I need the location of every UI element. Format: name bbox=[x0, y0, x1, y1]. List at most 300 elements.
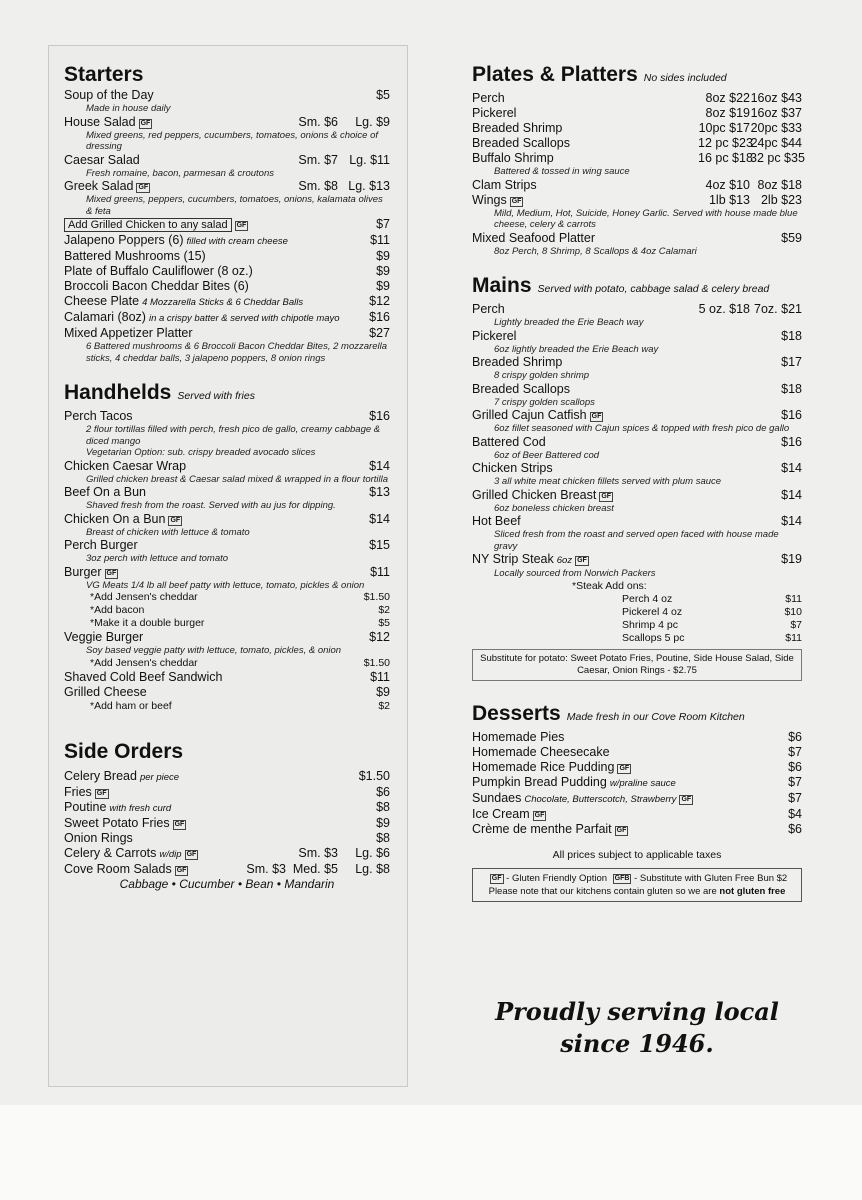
gluten-legend bbox=[472, 868, 802, 902]
item-name-wrap bbox=[472, 775, 742, 791]
item-description: 2 flour tortillas filled with perch, fresh pico de gallo, creamy cabbage & diced mango bbox=[86, 424, 381, 447]
item-description: 6oz fillet seasoned with Cajun spices & topped with fresh pico de gallo bbox=[494, 423, 790, 434]
gf-icon: GF bbox=[170, 516, 181, 524]
item-price: $9 bbox=[376, 264, 390, 278]
starters-title: Starters bbox=[64, 63, 144, 86]
item-name-wrap bbox=[472, 136, 698, 151]
item-name: Plate of Buffalo Cauliflower (8 oz.) bbox=[64, 264, 253, 278]
item-name-wrap bbox=[64, 264, 330, 279]
item-name-wrap bbox=[472, 231, 742, 246]
menu-item bbox=[64, 816, 390, 831]
price-size-1: 8oz $19 bbox=[705, 106, 750, 120]
menu-item bbox=[64, 785, 390, 800]
steak-addon-price: $7 bbox=[790, 618, 802, 631]
menu-item bbox=[472, 106, 802, 121]
steak-addon-row bbox=[472, 606, 802, 619]
item-name-wrap bbox=[64, 800, 330, 816]
price-size-1: Sm. $3 bbox=[298, 845, 338, 860]
menu-item bbox=[64, 310, 390, 326]
item-name-wrap bbox=[472, 382, 742, 397]
price-size-2: Lg. $13 bbox=[348, 179, 390, 193]
gf-icon: GF bbox=[591, 413, 602, 420]
price-size-1: 12 pc $23 bbox=[698, 136, 753, 150]
item-price: $11 bbox=[370, 233, 390, 247]
item-description: 8 crispy golden shrimp bbox=[494, 370, 590, 381]
menu-item bbox=[64, 264, 390, 279]
price-size-2: Lg. $8 bbox=[355, 861, 390, 876]
menu-item bbox=[64, 153, 390, 168]
item-name: Jalapeno Poppers (6) bbox=[64, 233, 184, 247]
item-name-wrap bbox=[472, 435, 742, 450]
starters-list bbox=[64, 88, 390, 364]
gf-icon: GF bbox=[106, 569, 117, 577]
item-name: Celery Bread bbox=[64, 768, 137, 783]
price-size-1: Med. $5 bbox=[292, 861, 338, 876]
menu-item bbox=[472, 178, 802, 193]
item-name-wrap bbox=[472, 151, 698, 166]
menu-item bbox=[64, 326, 390, 341]
item-price: $27 bbox=[369, 326, 390, 340]
menu-item bbox=[64, 831, 390, 846]
menu-item bbox=[472, 193, 802, 208]
item-name: Calamari (8oz) bbox=[64, 310, 146, 324]
mains-title-text: Mains bbox=[472, 274, 532, 297]
menu-item bbox=[472, 302, 802, 317]
item-price: $8 bbox=[376, 799, 390, 814]
price-size-1: 10pc $17 bbox=[698, 121, 750, 135]
item-inline-note: w/praline sauce bbox=[609, 777, 676, 789]
item-price: $9 bbox=[376, 279, 390, 293]
item-name: Breaded Scallops bbox=[472, 381, 570, 396]
gf-legend-text: - Gluten Friendly Option bbox=[506, 872, 608, 884]
item-name: Grilled Cajun Catfish bbox=[472, 408, 587, 422]
gf-icon: GF bbox=[681, 795, 692, 803]
menu-item bbox=[472, 760, 802, 775]
menu-item bbox=[64, 233, 390, 249]
gf-icon: GF bbox=[619, 764, 630, 772]
addon-name: *Add Jensen's cheddar bbox=[90, 656, 198, 669]
item-name-wrap bbox=[472, 791, 742, 807]
menu-item bbox=[64, 179, 390, 194]
item-name-wrap bbox=[64, 512, 330, 527]
item-price: $17 bbox=[781, 355, 802, 369]
addon-row bbox=[64, 604, 390, 617]
item-name: Caesar Salad bbox=[64, 152, 140, 167]
item-name-wrap bbox=[64, 153, 286, 168]
item-name: Battered Mushrooms (15) bbox=[64, 249, 206, 263]
item-description: Grilled chicken breast & Caesar salad mixed & wrapped in a flour tortilla bbox=[86, 473, 389, 485]
addon-row bbox=[64, 591, 390, 604]
steak-addon-name: Perch 4 oz bbox=[622, 592, 673, 605]
steak-addon-price: $10 bbox=[784, 605, 802, 618]
menu-item bbox=[472, 435, 802, 450]
item-inline-note: with fresh curd bbox=[109, 802, 172, 814]
item-name: Wings bbox=[472, 192, 507, 207]
price-size-2: 20pc $33 bbox=[750, 121, 802, 135]
item-name-wrap bbox=[472, 552, 742, 568]
item-description: Sliced fresh from the roast and served open faced with house made gravy bbox=[494, 529, 779, 552]
item-name-wrap bbox=[472, 745, 742, 760]
item-price: $11 bbox=[370, 564, 390, 579]
item-name-wrap bbox=[64, 769, 330, 785]
item-description: 8oz Perch, 8 Shrimp, 8 Scallops & 4oz Calamari bbox=[494, 245, 697, 257]
item-name: Pickerel bbox=[472, 106, 517, 120]
gluten-legend-line2 bbox=[479, 885, 795, 898]
item-price: $59 bbox=[781, 230, 802, 245]
menu-item bbox=[472, 329, 802, 344]
item-name-wrap bbox=[472, 178, 698, 193]
item-price: $18 bbox=[781, 328, 802, 343]
price-size-1: 1lb $13 bbox=[708, 192, 750, 207]
item-name: Mixed Appetizer Platter bbox=[64, 326, 193, 340]
menu-item bbox=[472, 822, 802, 837]
steak-addon-price: $11 bbox=[785, 592, 802, 605]
item-price: $16 bbox=[369, 310, 390, 324]
item-description-2: Vegetarian Option: sub. crispy breaded avocado slices bbox=[86, 447, 316, 458]
item-description: VG Meats 1/4 lb all beef patty with lettuce, tomato, pickles & onion bbox=[86, 579, 365, 591]
item-name: Grilled Cheese bbox=[64, 684, 147, 699]
item-name: Perch bbox=[472, 302, 505, 316]
item-name: Add Grilled Chicken to any salad bbox=[64, 218, 232, 232]
item-name: Cove Room Salads bbox=[64, 861, 172, 876]
addon-name: *Make it a double burger bbox=[90, 617, 205, 629]
gluten-legend-line1 bbox=[479, 872, 795, 885]
item-name-wrap bbox=[64, 816, 330, 831]
price-size-2: Lg. $9 bbox=[355, 114, 390, 129]
steak-addons-label: *Steak Add ons: bbox=[572, 579, 647, 592]
menu-item bbox=[472, 355, 802, 370]
gf-icon: GF bbox=[174, 820, 185, 828]
addon-price: $1.50 bbox=[363, 656, 390, 669]
desserts-title-text: Desserts bbox=[472, 701, 561, 725]
mains-note: Served with potato, cabbage salad & celery bread bbox=[537, 283, 770, 295]
handhelds-list bbox=[64, 409, 390, 713]
gf-icon: GF bbox=[236, 222, 247, 229]
menu-item bbox=[64, 485, 390, 500]
menu-item bbox=[64, 217, 390, 233]
item-name-wrap bbox=[64, 233, 330, 249]
item-description: Shaved fresh from the roast. Served with au jus for dipping. bbox=[86, 500, 336, 511]
plates-note: No sides included bbox=[643, 72, 727, 84]
item-description: 7 crispy golden scallops bbox=[494, 396, 595, 408]
gf-icon: GF bbox=[140, 119, 151, 127]
steak-addon-row bbox=[472, 619, 802, 632]
price-size-2: 8oz $18 bbox=[757, 177, 802, 192]
mains-list bbox=[472, 302, 802, 580]
tagline-line1: Proudly serving local bbox=[495, 997, 779, 1026]
item-name: Chicken On a Bun bbox=[64, 511, 166, 526]
item-description: 6oz of Beer Battered cod bbox=[494, 449, 600, 461]
item-name-wrap bbox=[64, 630, 330, 645]
price-small: Sm. $3 bbox=[246, 861, 286, 876]
menu-item bbox=[64, 670, 390, 685]
item-price: $5 bbox=[376, 88, 390, 102]
price-size-1: 5 oz. $18 bbox=[698, 302, 750, 316]
item-price: $8 bbox=[376, 830, 390, 845]
menu-item bbox=[472, 151, 805, 166]
item-price: $6 bbox=[788, 729, 802, 744]
gfb-legend-text: - Substitute with Gluten Free Bun $2 bbox=[634, 872, 788, 884]
item-name-wrap bbox=[472, 760, 742, 775]
item-name-wrap bbox=[64, 217, 330, 233]
sides-list bbox=[64, 769, 390, 877]
item-price: $12 bbox=[369, 630, 390, 644]
item-name: Clam Strips bbox=[472, 177, 537, 192]
price-size-1: Sm. $7 bbox=[298, 152, 338, 167]
menu-item bbox=[64, 769, 390, 785]
plates-title-text: Plates & Platters bbox=[472, 63, 638, 86]
item-price: $13 bbox=[369, 485, 390, 499]
item-name-wrap bbox=[64, 294, 330, 310]
item-name: Celery & Carrots bbox=[64, 845, 157, 860]
steak-addon-price: $11 bbox=[785, 631, 802, 644]
taxes-note: All prices subject to applicable taxes bbox=[552, 848, 722, 861]
item-price: $16 bbox=[369, 409, 390, 423]
sides-title: Side Orders bbox=[64, 739, 184, 763]
item-price: $6 bbox=[788, 821, 802, 836]
plates-title bbox=[472, 62, 802, 91]
menu-item bbox=[64, 279, 390, 294]
menu-item bbox=[472, 775, 802, 791]
item-name: Perch bbox=[472, 91, 505, 105]
item-name-wrap bbox=[64, 249, 330, 264]
price-size-1: 16 pc $18 bbox=[698, 151, 753, 165]
steak-addon-row bbox=[472, 593, 802, 606]
desserts-list bbox=[472, 730, 802, 837]
menu-item bbox=[64, 88, 390, 103]
steak-addon-name: Pickerel 4 oz bbox=[622, 605, 683, 618]
menu-item bbox=[64, 862, 390, 877]
item-name: Beef On a Bun bbox=[64, 485, 147, 499]
item-price: $16 bbox=[781, 434, 802, 449]
price-size-2: 24pc $44 bbox=[750, 136, 802, 150]
item-name: Shaved Cold Beef Sandwich bbox=[64, 669, 223, 684]
item-name: Buffalo Shrimp bbox=[472, 151, 554, 165]
gf-icon: GF bbox=[138, 184, 149, 191]
item-name-wrap bbox=[472, 329, 742, 344]
menu-item bbox=[472, 807, 802, 822]
item-name: Homemade Pies bbox=[472, 729, 565, 744]
item-inline-note: filled with cream cheese bbox=[186, 236, 288, 247]
left-column bbox=[64, 62, 390, 892]
item-name-wrap bbox=[472, 514, 742, 529]
item-name-wrap bbox=[472, 193, 698, 208]
item-price: $15 bbox=[369, 538, 390, 552]
menu-item bbox=[472, 488, 802, 503]
item-price: $14 bbox=[369, 511, 390, 526]
gluten-notice: Please note that our kitchens contain gluten so we are bbox=[488, 885, 717, 897]
addon-name: *Add bacon bbox=[90, 604, 145, 616]
item-price: $6 bbox=[788, 759, 802, 774]
addon-price: $1.50 bbox=[363, 591, 390, 603]
item-name-wrap bbox=[64, 538, 330, 553]
mains-title bbox=[472, 273, 802, 302]
item-inline-note: 4 Mozzarella Sticks & 6 Cheddar Balls bbox=[142, 297, 304, 308]
item-description: 6oz boneless chicken breast bbox=[494, 502, 614, 514]
item-description: 6 Battered mushrooms & 6 Broccoli Bacon Cheddar Bites, 2 mozzarella sticks, 4 cheddar balls, 3 jalapeno poppers, 8 onion rings bbox=[86, 341, 387, 364]
item-name-wrap bbox=[64, 862, 234, 877]
plates-list bbox=[472, 91, 805, 257]
item-name: Crème de menthe Parfait bbox=[472, 821, 612, 836]
addon-row bbox=[64, 657, 390, 670]
menu-item bbox=[472, 382, 802, 397]
item-name-wrap bbox=[472, 91, 698, 106]
item-name-wrap bbox=[472, 488, 742, 503]
item-inline-note: Chocolate, Butterscotch, Strawberry bbox=[524, 793, 677, 805]
handhelds-title-text: Handhelds bbox=[64, 381, 172, 404]
addon-row bbox=[64, 617, 390, 630]
item-name-wrap bbox=[64, 459, 330, 474]
item-price: $12 bbox=[369, 294, 390, 308]
item-name: Breaded Shrimp bbox=[472, 355, 563, 369]
steak-addons-label-row bbox=[472, 580, 802, 593]
handhelds-note: Served with fries bbox=[177, 390, 255, 402]
item-name-wrap bbox=[64, 279, 330, 294]
steak-addons-list bbox=[472, 593, 802, 645]
menu-item bbox=[64, 538, 390, 553]
addon-price: $2 bbox=[378, 604, 390, 616]
menu-item bbox=[472, 514, 802, 529]
substitute-notice: Substitute for potato: Sweet Potato Fries, Poutine, Side House Salad, Side Caesar, Onion Rings - $2.75 bbox=[472, 649, 802, 681]
menu-item bbox=[472, 552, 802, 568]
price-size-2: Lg. $11 bbox=[349, 152, 390, 167]
desserts-title bbox=[472, 701, 802, 730]
item-price: $9 bbox=[376, 684, 390, 699]
item-name: Breaded Scallops bbox=[472, 136, 570, 150]
item-price: $7 bbox=[376, 217, 390, 231]
item-description: Soy based veggie patty with lettuce, tomato, pickles, & onion bbox=[86, 645, 342, 656]
menu-item bbox=[472, 231, 802, 246]
steak-addon-row bbox=[472, 632, 802, 645]
item-name-wrap bbox=[472, 807, 742, 822]
menu-item bbox=[472, 408, 802, 423]
item-name-wrap bbox=[472, 461, 742, 476]
item-name: Cheese Plate bbox=[64, 294, 140, 308]
item-name-wrap bbox=[64, 670, 330, 685]
item-name: Veggie Burger bbox=[64, 630, 144, 644]
item-description: 3oz perch with lettuce and tomato bbox=[86, 553, 229, 564]
item-price: $7 bbox=[788, 774, 802, 789]
item-name: Sundaes bbox=[472, 790, 522, 805]
item-name: Homemade Cheesecake bbox=[472, 744, 610, 759]
menu-item bbox=[472, 461, 802, 476]
item-name: Homemade Rice Pudding bbox=[472, 759, 615, 774]
item-name-wrap bbox=[64, 88, 330, 103]
menu-item bbox=[64, 115, 390, 130]
tagline-line2: since 1946. bbox=[560, 1029, 714, 1058]
menu-item bbox=[64, 512, 390, 527]
price-size-1: Sm. $8 bbox=[298, 179, 338, 193]
gfb-icon: GFB bbox=[614, 874, 630, 882]
item-name-wrap bbox=[472, 408, 742, 423]
item-description: Locally sourced from Norwich Packers bbox=[494, 568, 656, 579]
item-name-wrap bbox=[472, 302, 698, 317]
item-price: $1.50 bbox=[358, 768, 390, 783]
item-price: $14 bbox=[781, 461, 802, 475]
item-name: Fries bbox=[64, 784, 92, 799]
item-price: $11 bbox=[370, 669, 390, 684]
item-name-wrap bbox=[64, 785, 330, 800]
item-name: Broccoli Bacon Cheddar Bites (6) bbox=[64, 279, 249, 293]
gf-icon: GF bbox=[601, 492, 612, 500]
item-name: Perch Tacos bbox=[64, 409, 133, 423]
item-price: $14 bbox=[781, 514, 802, 528]
tagline bbox=[472, 996, 802, 1060]
item-name: Onion Rings bbox=[64, 830, 133, 845]
desserts-note: Made fresh in our Cove Room Kitchen bbox=[566, 710, 745, 723]
item-name: Perch Burger bbox=[64, 538, 138, 552]
item-price: $14 bbox=[781, 487, 802, 502]
menu-item bbox=[64, 685, 390, 700]
price-size-2: 2lb $23 bbox=[760, 192, 802, 207]
item-price: $7 bbox=[788, 744, 802, 759]
steak-addon-name: Scallops 5 pc bbox=[622, 631, 685, 644]
price-size-1: 8oz $22 bbox=[705, 91, 750, 105]
menu-item bbox=[64, 800, 390, 816]
menu-item bbox=[64, 846, 390, 862]
price-size-2: 32 pc $35 bbox=[750, 151, 805, 165]
item-name-wrap bbox=[472, 355, 742, 370]
item-name: Greek Salad bbox=[64, 179, 134, 193]
item-name: Chicken Strips bbox=[472, 461, 553, 475]
menu-item bbox=[64, 249, 390, 264]
item-name: Ice Cream bbox=[472, 806, 530, 821]
addon-price: $5 bbox=[378, 617, 390, 629]
gf-icon: GF bbox=[534, 811, 545, 819]
item-inline-note: in a crispy batter & served with chipotle mayo bbox=[148, 313, 340, 324]
item-price: $9 bbox=[376, 249, 390, 263]
item-inline-note: 6oz bbox=[556, 555, 573, 566]
item-price: $7 bbox=[788, 790, 802, 805]
menu-item bbox=[64, 565, 390, 580]
item-name-wrap bbox=[472, 106, 698, 121]
item-price: $4 bbox=[788, 806, 802, 821]
item-name-wrap bbox=[472, 121, 698, 136]
item-inline-note: per piece bbox=[139, 771, 180, 783]
menu-item bbox=[472, 730, 802, 745]
item-name-wrap bbox=[64, 485, 330, 500]
item-name: Poutine bbox=[64, 799, 107, 814]
salad-types: Cabbage • Cucumber • Bean • Mandarin bbox=[119, 876, 335, 891]
item-name: Breaded Shrimp bbox=[472, 121, 563, 135]
item-name: House Salad bbox=[64, 114, 136, 129]
menu-item bbox=[472, 91, 802, 106]
item-name: Mixed Seafood Platter bbox=[472, 230, 595, 245]
addon-name: *Add Jensen's cheddar bbox=[90, 591, 198, 603]
menu-item bbox=[472, 791, 802, 807]
item-name: Pumpkin Bread Pudding bbox=[472, 774, 607, 789]
addon-price: $2 bbox=[378, 699, 390, 712]
addon-row bbox=[64, 700, 390, 713]
item-name-wrap bbox=[64, 846, 286, 862]
gf-icon: GF bbox=[96, 789, 107, 797]
menu-item bbox=[64, 409, 390, 424]
item-price: $14 bbox=[369, 458, 390, 473]
gf-icon: GF bbox=[616, 826, 627, 834]
gf-icon: GF bbox=[186, 850, 197, 858]
item-description: Mixed greens, peppers, cucumbers, tomatoes, onions, kalamata olives & feta bbox=[86, 194, 383, 217]
item-name-wrap bbox=[64, 409, 330, 424]
menu-item bbox=[64, 459, 390, 474]
addon-name: *Add ham or beef bbox=[90, 699, 172, 712]
page-bottom-margin bbox=[0, 1105, 862, 1200]
item-description: 3 all white meat chicken fillets served with plum sauce bbox=[494, 476, 722, 487]
item-description: 6oz lightly breaded the Erie Beach way bbox=[494, 343, 659, 355]
menu-item bbox=[472, 745, 802, 760]
item-name-wrap bbox=[64, 685, 330, 700]
gluten-notice-bold: not gluten free bbox=[719, 885, 786, 897]
gf-icon: GF bbox=[176, 866, 187, 874]
